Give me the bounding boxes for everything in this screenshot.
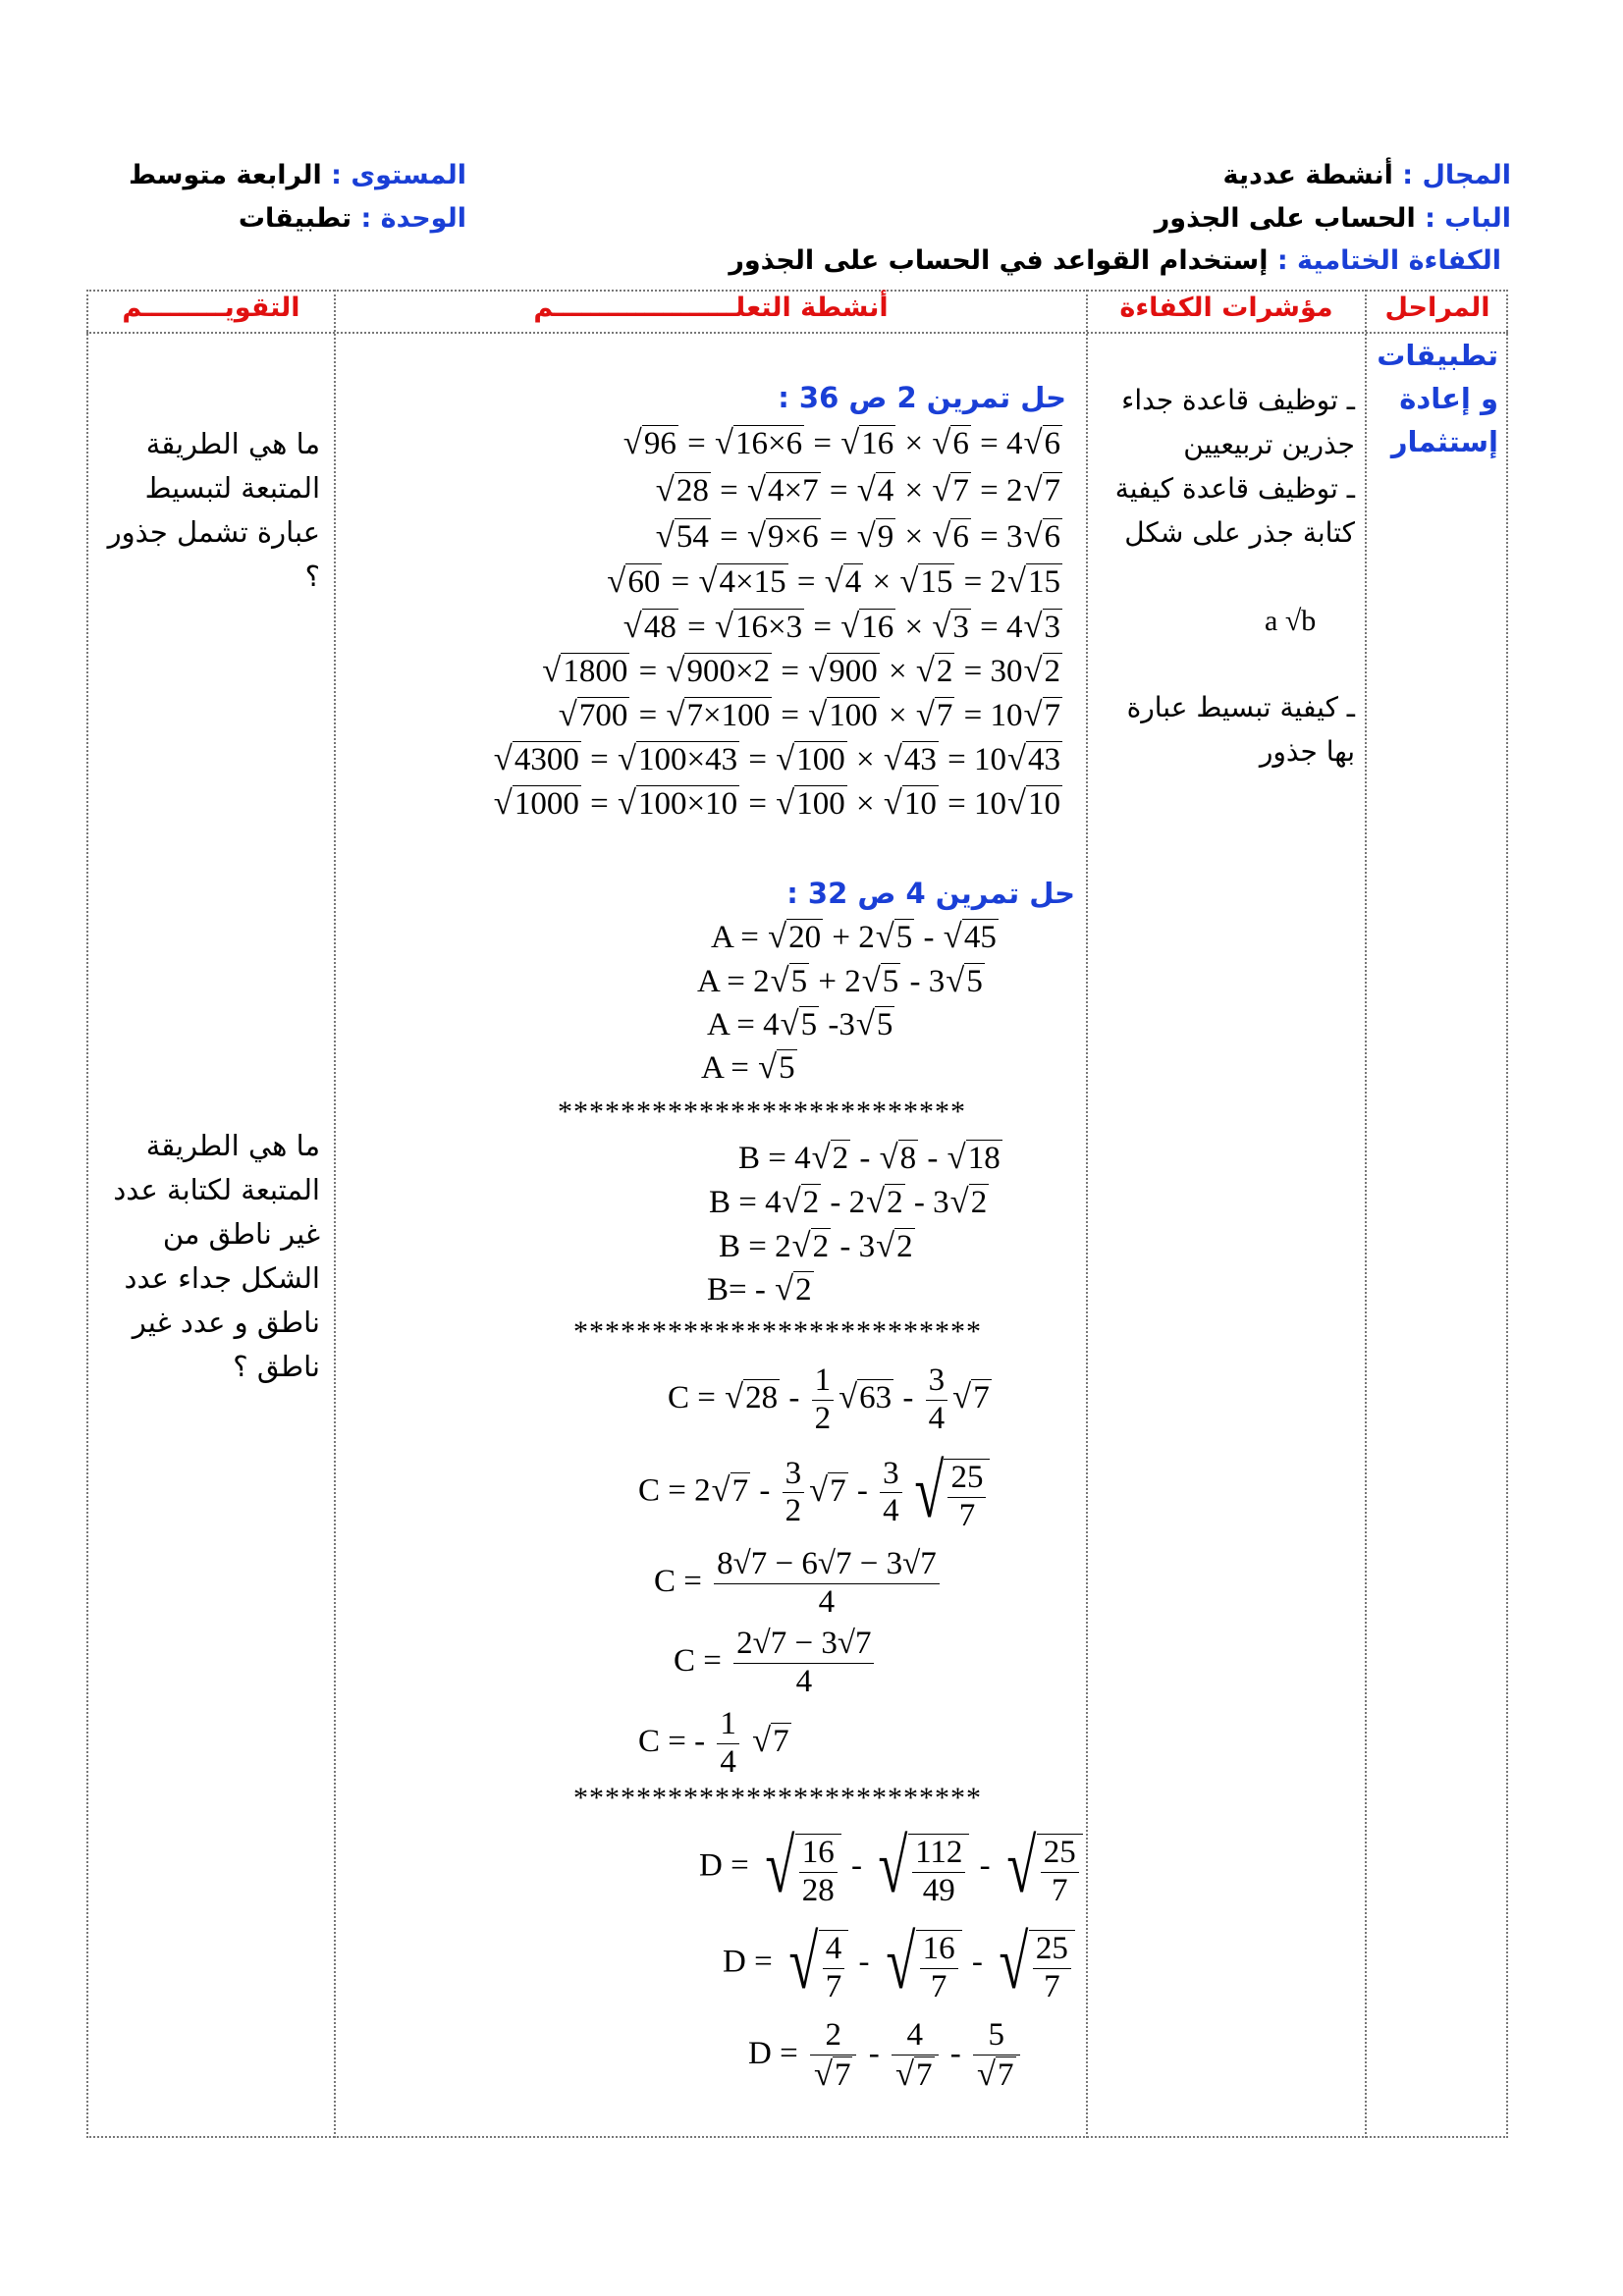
divider bbox=[1086, 290, 1088, 2138]
exercise-2-title: حل تمرين 4 ص 32 : bbox=[786, 877, 1075, 910]
competency-label: الكفاءة الختامية : bbox=[1276, 245, 1501, 276]
level-line bbox=[129, 160, 466, 190]
equation-line: B = 4√2 - 2√2 - 3√2 bbox=[709, 1183, 988, 1220]
col-stages-header: المراحل bbox=[1384, 293, 1490, 323]
level-label: المستوى : bbox=[331, 160, 466, 190]
col-evaluation-header: التقويـــــــــم bbox=[122, 293, 300, 323]
level-value: الرابعة متوسط bbox=[128, 160, 322, 190]
divider bbox=[1365, 290, 1367, 2138]
equation-line: C = √28 - $\frac{1}{2}$ √63 - $\frac{3}{4}$ √7 bbox=[668, 1362, 990, 1436]
competency-line bbox=[729, 245, 1501, 276]
equation-line: √4300 = √100×43 = √100 × √43 = 10√43 bbox=[493, 740, 1060, 777]
equation-line: √28 = √4×7 = √4 × √7 = 2√7 bbox=[655, 471, 1060, 508]
stage-line: تطبيقات bbox=[1377, 339, 1498, 372]
separator: ************************** bbox=[573, 1782, 982, 1814]
equation-line: B= - √2 bbox=[707, 1270, 812, 1308]
indicator-3: ـ كيفية تبسيط عبارة بها جذور bbox=[1126, 691, 1355, 768]
equation-line: √60 = √4×15 = √4 × √15 = 2√15 bbox=[607, 562, 1060, 600]
stage-line: و إعادة bbox=[1399, 382, 1498, 415]
indicator-2-formula: a √b bbox=[1265, 605, 1317, 637]
col-activities-header: أنشطة التعلــــــــــــــــــــم bbox=[533, 293, 889, 323]
equation-line: A = 2√5 + 2√5 - 3√5 bbox=[697, 962, 983, 999]
equation-line: D = √ 4 7 - √ 16 7 - √ 25 7 bbox=[723, 1922, 1077, 2006]
chapter-label: الباب : bbox=[1425, 203, 1511, 234]
equation-line: √96 = √16×6 = √16 × √6 = 4√6 bbox=[622, 424, 1060, 461]
equation-line: C = 2√7 - $\frac{3}{2}$ √7 - $\frac{3}{4}$ √ 25 7 bbox=[638, 1451, 992, 1535]
evaluation-question-1: ما هي الطريقة المتبعة لتبسيط عبارة تشمل جذور ؟ bbox=[107, 427, 320, 593]
equation-line: C = $\frac{8√7 - 6√7 - 3√7}{4}$ bbox=[654, 1546, 944, 1622]
equation-line: A = √20 + 2√5 - √45 bbox=[711, 918, 997, 955]
competency-value: إستخدام القواعد في الحساب على الجذور bbox=[729, 245, 1269, 276]
equation-line: B = 2√2 - 3√2 bbox=[719, 1227, 913, 1264]
equation-line: C = - $\frac{1}{4}$ √7 bbox=[638, 1706, 789, 1780]
equation-line: √48 = √16×3 = √16 × √3 = 4√3 bbox=[622, 608, 1060, 645]
unit-label: الوحدة : bbox=[360, 203, 466, 234]
domain-line bbox=[1223, 160, 1511, 190]
equation-line: D = $\frac{2}{√7}$ - $\frac{4}{√7}$ - $\frac{5}{√7}$ bbox=[748, 2017, 1024, 2095]
chapter-value: الحساب على الجذور bbox=[1154, 203, 1416, 234]
equation-line: A = √5 bbox=[701, 1048, 795, 1086]
divider bbox=[86, 332, 1508, 334]
stage-line: إستثمار bbox=[1390, 425, 1498, 458]
equation-line: √1800 = √900×2 = √900 × √2 = 30√2 bbox=[542, 652, 1060, 689]
separator: ************************** bbox=[573, 1315, 982, 1348]
domain-label: المجال : bbox=[1402, 160, 1511, 190]
equation-line: B = 4√2 - √8 - √18 bbox=[738, 1139, 1001, 1176]
indicator-2: ـ توظيف قاعدة كيفية كتابة جذر على شكل bbox=[1114, 472, 1355, 549]
domain-value: أنشطة عددية bbox=[1222, 160, 1393, 190]
unit-value: تطبيقات bbox=[238, 203, 352, 234]
equation-line: A = 4√5 -3√5 bbox=[707, 1005, 893, 1042]
equation-line: √1000 = √100×10 = √100 × √10 = 10√10 bbox=[493, 784, 1060, 822]
chapter-line bbox=[1155, 203, 1511, 234]
equation-line: √54 = √9×6 = √9 × √6 = 3√6 bbox=[655, 517, 1060, 555]
indicator-1: ـ توظيف قاعدة جداء جذرين تربيعيين bbox=[1121, 384, 1355, 460]
divider bbox=[334, 290, 336, 2138]
equation-line: √700 = √7×100 = √100 × √7 = 10√7 bbox=[558, 696, 1060, 733]
evaluation-question-2: ما هي الطريقة المتبعة لكتابة عدد غير ناطق من الشكل جداء عدد ناطق و عدد غير ناطق ؟ bbox=[113, 1129, 320, 1383]
col-indicators-header: مؤشرات الكفاءة bbox=[1119, 293, 1333, 323]
equation-line: D = √ 16 28 - √ 112 49 - √ 25 7 bbox=[699, 1826, 1085, 1910]
stage-cell bbox=[1371, 334, 1498, 463]
unit-line bbox=[239, 203, 466, 234]
separator: ************************** bbox=[558, 1095, 966, 1128]
equation-line: C = $\frac{2√7 - 3√7}{4}$ bbox=[674, 1626, 878, 1701]
exercise-1-title: حل تمرين 2 ص 36 : bbox=[778, 381, 1066, 414]
